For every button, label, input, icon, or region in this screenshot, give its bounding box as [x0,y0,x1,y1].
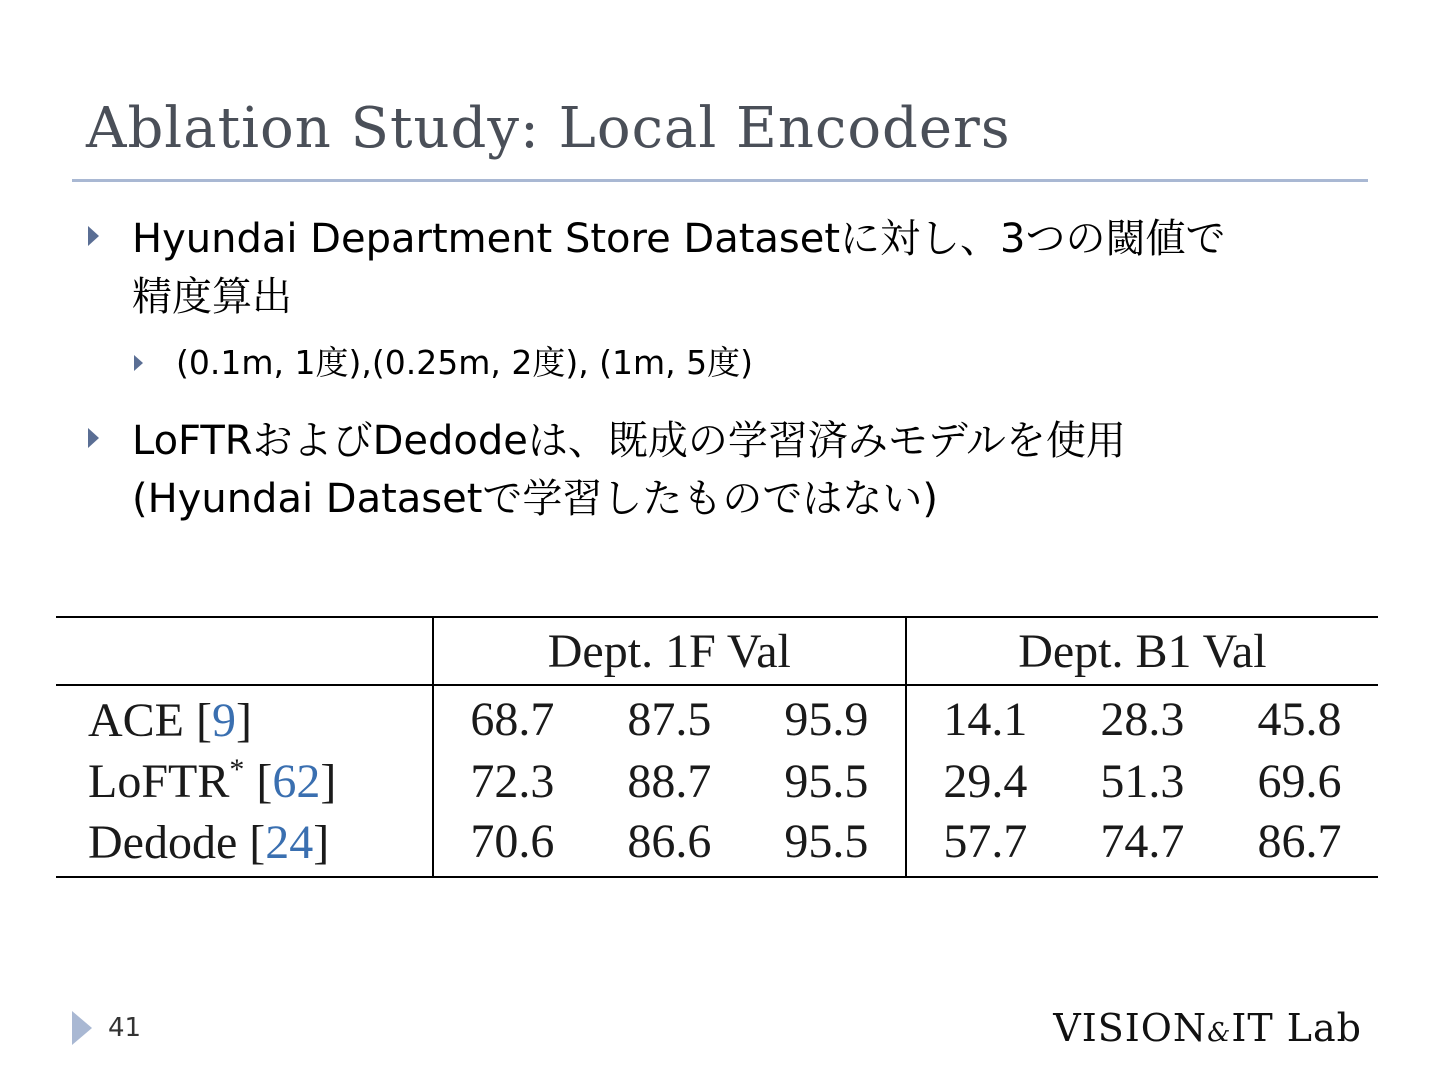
title-rule [72,179,1368,182]
citation-ref: 62 [272,755,321,808]
logo-text-right: IT Lab [1231,1006,1362,1050]
value-cell: 74.7 [1064,813,1221,877]
bullet-marker-icon [88,428,99,448]
logo-text-left: VISION [1053,1006,1208,1050]
value-cell: 45.8 [1257,693,1342,746]
table-row [56,749,1378,813]
slide-title: Ablation Study: Local Encoders [86,96,1011,161]
method-cell: ACE [9] [56,685,433,749]
method-cell: Dedode [24] [56,813,433,877]
bullet-1 [132,210,1225,326]
value-cell: 95.5 [748,813,906,877]
footer-arrow-icon [72,1011,92,1045]
header-group-1f: Dept. 1F Val [433,617,906,685]
table-header-row [56,617,1378,685]
page-number: 41 [108,1013,142,1043]
bullet-2-line-2: (Hyundai Datasetで学習したものではない) [132,476,939,522]
method-name: Dedode [88,815,238,869]
value-cell: 70.6 [433,813,591,877]
value-cell: 29.4 [943,754,1028,808]
header-group-b1: Dept. B1 Val [906,617,1378,685]
bullet-1-sub: (0.1m, 1度),(0.25m, 2度), (1m, 5度) [176,343,754,382]
value-cell: 95.5 [748,749,906,813]
bullet-marker-icon [88,226,99,246]
method-name: LoFTR [88,755,230,808]
value-cell: 88.7 [627,754,712,808]
value-cell: 14.1 [943,693,1028,746]
value-cell: 86.6 [591,813,748,877]
value-cell: 28.3 [1100,693,1185,746]
method-star: * [229,753,245,786]
method-cell: LoFTR* [62] [56,749,433,813]
value-cell: 87.5 [627,693,712,746]
sub-bullet-marker-icon [134,355,143,371]
value-cell: 95.9 [748,685,906,749]
header-method-cell [56,617,433,685]
bullet-1-line-2: 精度算出 [132,274,292,320]
logo-ampersand: & [1207,1018,1232,1048]
table-row [56,685,1378,749]
value-cell: 51.3 [1100,754,1185,808]
citation-ref: 9 [211,693,236,747]
value-cell: 86.7 [1221,813,1378,877]
value-cell: 69.6 [1257,754,1342,808]
value-cell: 68.7 [470,693,555,746]
bullet-2 [132,412,1126,528]
bullet-1-line-1: Hyundai Department Store Datasetに対し、3つの閾値で [132,216,1226,262]
method-name: ACE [88,693,184,747]
lab-logo [1053,1006,1362,1050]
value-cell: 72.3 [470,754,555,808]
citation-ref: 24 [265,815,314,869]
table-row [56,813,1378,877]
bullet-2-line-1: LoFTRおよびDedodeは、既成の学習済みモデルを使用 [132,418,1126,464]
value-cell: 57.7 [906,813,1064,877]
results-table [56,616,1378,878]
